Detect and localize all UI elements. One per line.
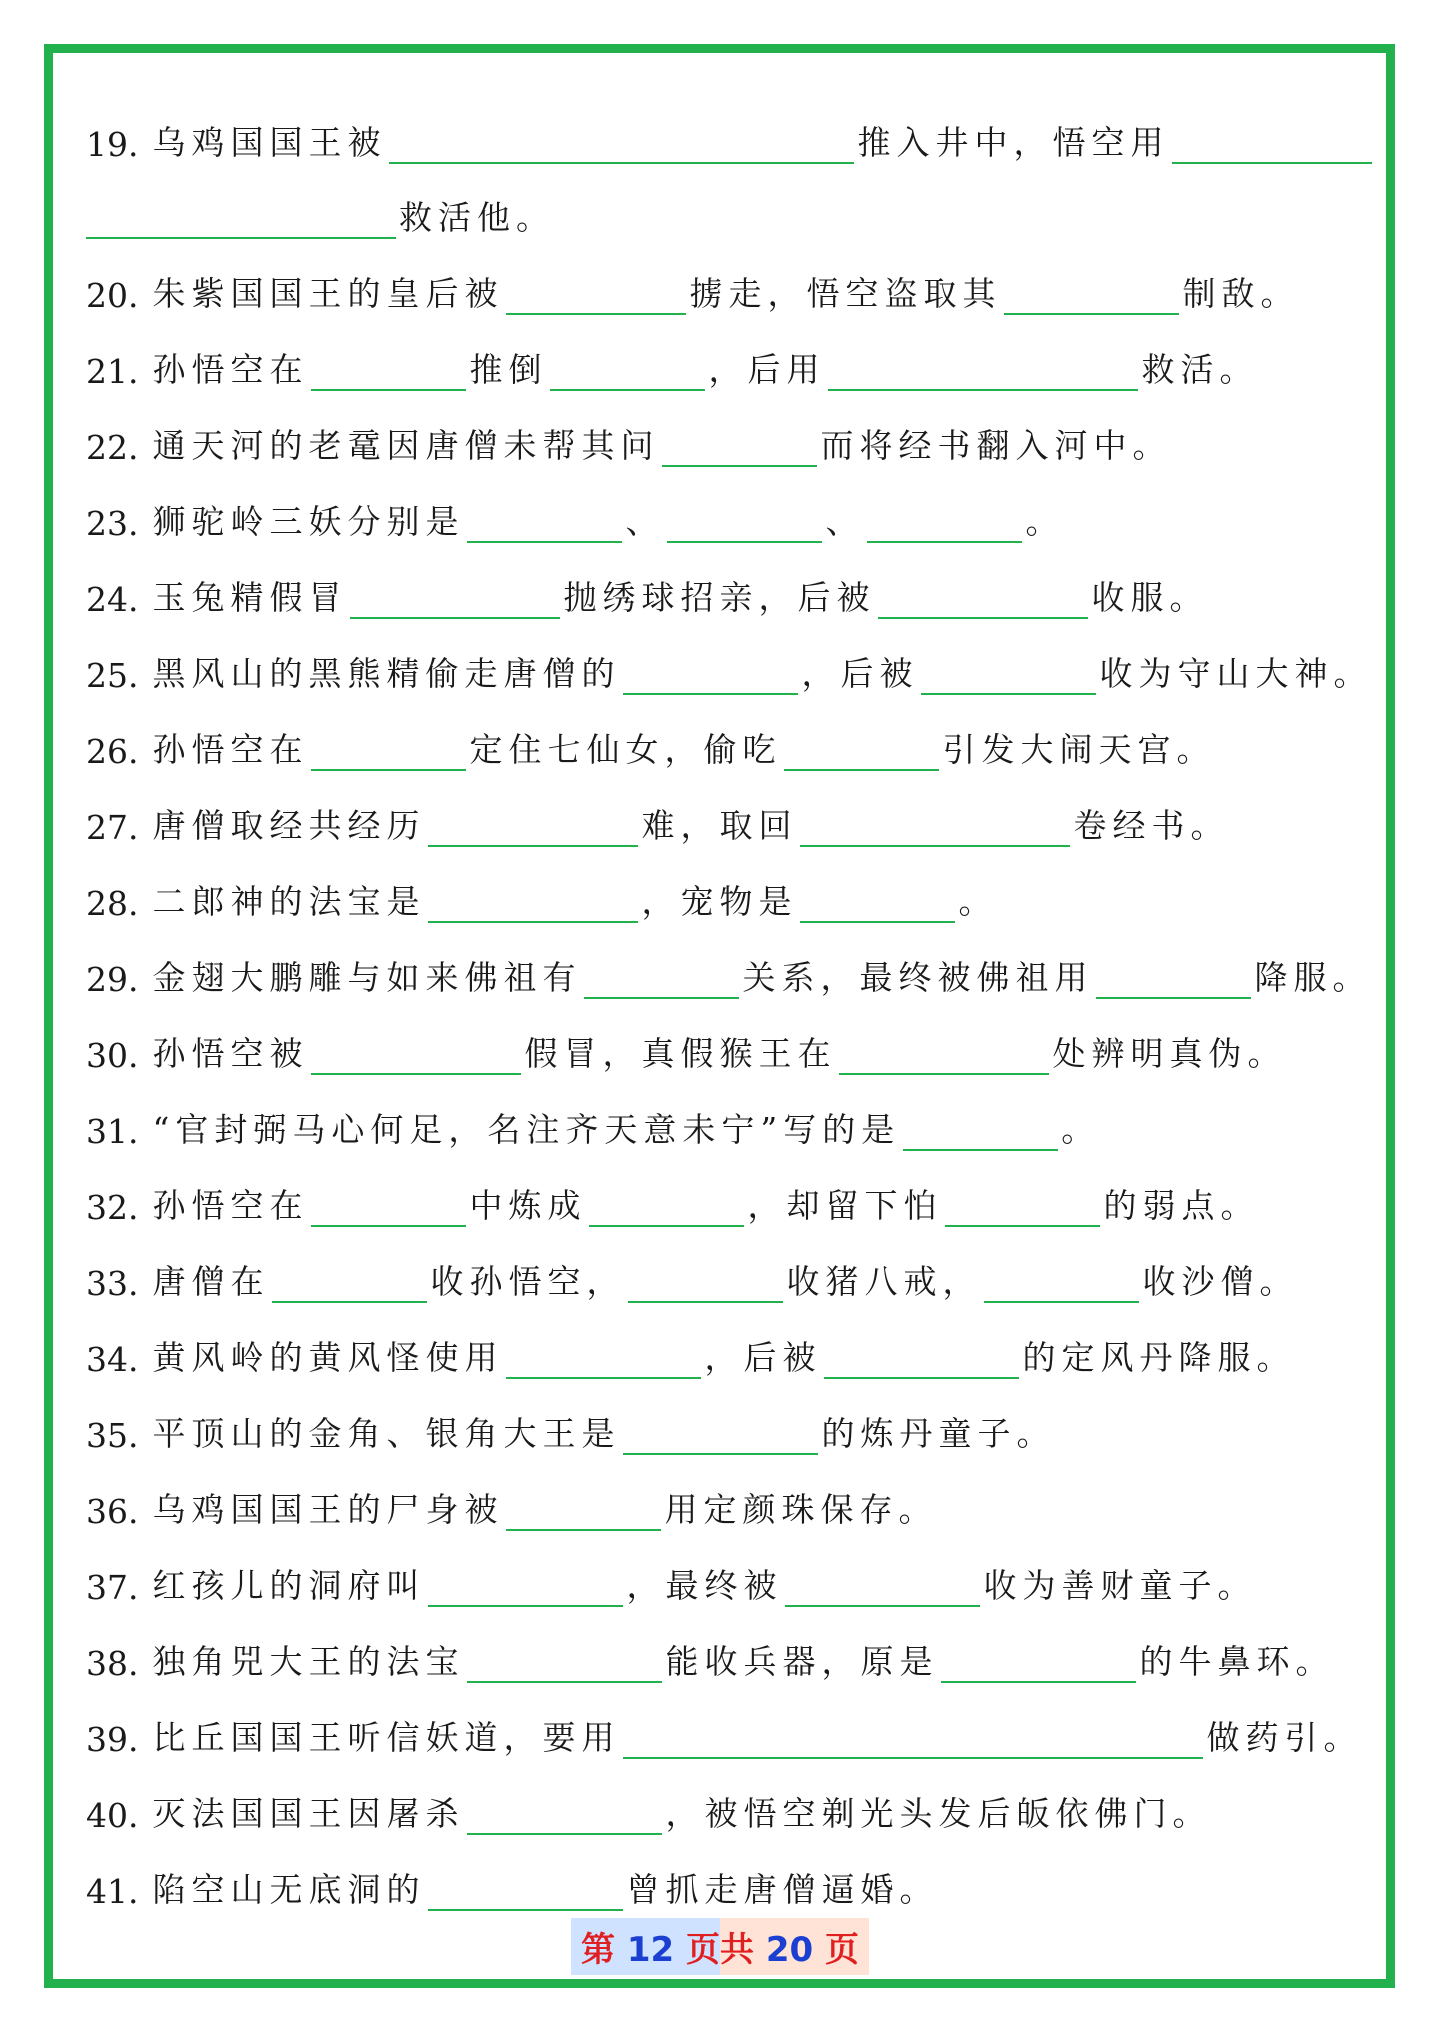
- question-number: 19.: [86, 125, 139, 164]
- question-number: 28.: [86, 884, 139, 923]
- question-text: 黄风岭的黄风怪使用: [152, 1338, 504, 1377]
- question-text: 降服。: [1254, 958, 1372, 997]
- question-text: 平顶山的金角、银角大王是: [152, 1414, 621, 1453]
- question-row: [86, 847, 997, 923]
- question-text: 的牛鼻环。: [1139, 1642, 1335, 1681]
- question-number: 31.: [86, 1112, 139, 1151]
- question-text: 假冒，真假猴王在: [524, 1034, 837, 1073]
- question-text: 关系，最终被佛祖用: [742, 958, 1094, 997]
- question-row: [86, 467, 1064, 543]
- question-text: 收猪八戒，: [786, 1262, 982, 1301]
- question-text: 红孩儿的洞府叫: [152, 1566, 426, 1605]
- question-number: 36.: [86, 1492, 139, 1531]
- question-row: [86, 1379, 1055, 1455]
- question-number: 26.: [86, 732, 139, 771]
- question-text: 定住七仙女，偷吃: [469, 730, 782, 769]
- question-number: 21.: [86, 352, 139, 391]
- question-row: [86, 1759, 1211, 1835]
- question-text: “官封弼马心何足，名注齐天意未宁”写的是: [152, 1110, 901, 1149]
- question-text: 收为守山大神。: [1099, 654, 1373, 693]
- question-text: 收为善财童子。: [983, 1566, 1257, 1605]
- question-text: 做药引。: [1206, 1718, 1363, 1757]
- question-text: 乌鸡国国王的尸身被: [152, 1490, 504, 1529]
- question-row: [86, 1683, 1362, 1759]
- question-text: 救活。: [1141, 350, 1259, 389]
- question-number: 33.: [86, 1264, 139, 1303]
- question-row-continuation: [86, 163, 555, 239]
- question-text: 金翅大鹏雕与如来佛祖有: [152, 958, 582, 997]
- question-row: [86, 1455, 937, 1531]
- question-text: ，后被: [704, 1338, 822, 1377]
- question-text: 孙悟空在: [152, 350, 309, 389]
- question-text: 。: [1025, 502, 1065, 541]
- question-number: 35.: [86, 1416, 139, 1455]
- question-number: 37.: [86, 1568, 139, 1607]
- question-text: 唐僧取经共经历: [152, 806, 426, 845]
- question-text: 收沙僧。: [1142, 1262, 1299, 1301]
- question-text: ，却留下怕: [747, 1186, 943, 1225]
- question-number: 30.: [86, 1036, 139, 1075]
- page-suffix: 页: [825, 1930, 860, 1970]
- question-text: 难，取回: [641, 806, 798, 845]
- question-number: 32.: [86, 1188, 139, 1227]
- page-total: 20: [765, 1930, 814, 1970]
- question-row: [86, 1075, 1100, 1151]
- question-text: 玉兔精假冒: [152, 578, 348, 617]
- question-row: [86, 88, 1375, 164]
- question-row: [86, 1835, 938, 1911]
- question-row: [86, 1303, 1295, 1379]
- question-text: 孙悟空在: [152, 1186, 309, 1225]
- question-text: 。: [1061, 1110, 1101, 1149]
- page-prefix: 第: [580, 1930, 615, 1970]
- question-row: [86, 315, 1258, 391]
- question-number: 20.: [86, 276, 139, 315]
- question-number: 38.: [86, 1644, 139, 1683]
- question-text: 卷经书。: [1073, 806, 1230, 845]
- question-row: [86, 695, 1215, 771]
- question-text: 曾抓走唐僧逼婚。: [626, 1870, 939, 1909]
- question-text: 、: [625, 502, 665, 541]
- question-text: 的定风丹降服。: [1022, 1338, 1296, 1377]
- question-number: 22.: [86, 428, 139, 467]
- question-text: 制敌。: [1182, 274, 1300, 313]
- question-row: [86, 239, 1299, 315]
- question-text: 处辨明真伪。: [1052, 1034, 1287, 1073]
- question-row: [86, 1531, 1256, 1607]
- question-text: 孙悟空在: [152, 730, 309, 769]
- question-text: 的弱点。: [1103, 1186, 1260, 1225]
- question-text: 唐僧在: [152, 1262, 270, 1301]
- question-text: 黑风山的黑熊精偷走唐僧的: [152, 654, 621, 693]
- question-row: [86, 771, 1229, 847]
- question-row: [86, 1151, 1259, 1227]
- question-row: [86, 999, 1286, 1075]
- page-current: 12: [626, 1930, 675, 1970]
- question-text: 孙悟空被: [152, 1034, 309, 1073]
- question-text: ，后用: [708, 350, 826, 389]
- question-text: 推入井中，悟空用: [857, 123, 1170, 162]
- question-row: [86, 1607, 1334, 1683]
- question-text: ，宠物是: [641, 882, 798, 921]
- answer-blank[interactable]: [428, 1905, 623, 1911]
- question-text: 。: [958, 882, 998, 921]
- question-text: 灭法国国王因屠杀: [152, 1794, 465, 1833]
- question-text: 救活他。: [399, 198, 555, 237]
- question-text: 陷空山无底洞的: [152, 1870, 426, 1909]
- question-number: 41.: [86, 1872, 139, 1911]
- question-number: 40.: [86, 1796, 139, 1835]
- question-number: 27.: [86, 808, 139, 847]
- question-text: 朱紫国国王的皇后被: [152, 274, 504, 313]
- question-text: 独角兕大王的法宝: [152, 1642, 465, 1681]
- question-number: 23.: [86, 504, 139, 543]
- question-text: ，后被: [801, 654, 919, 693]
- question-text: 通天河的老鼋因唐僧未帮其问: [152, 426, 660, 465]
- question-number: 24.: [86, 580, 139, 619]
- question-text: 狮驼岭三妖分别是: [152, 502, 465, 541]
- question-text: 能收兵器，原是: [665, 1642, 939, 1681]
- question-row: [86, 923, 1371, 999]
- question-number: 34.: [86, 1340, 139, 1379]
- question-text: 抛绣球招亲，后被: [563, 578, 876, 617]
- question-text: 推倒: [469, 350, 548, 389]
- page-mid: 页共: [686, 1930, 754, 1970]
- question-text: ，被悟空剃光头发后皈依佛门。: [665, 1794, 1212, 1833]
- question-number: 39.: [86, 1720, 139, 1759]
- question-number: 29.: [86, 960, 139, 999]
- question-text: 二郎神的法宝是: [152, 882, 426, 921]
- question-row: [86, 1227, 1298, 1303]
- page-indicator: [571, 1918, 869, 1975]
- question-row: [86, 619, 1372, 695]
- question-text: 用定颜珠保存。: [664, 1490, 938, 1529]
- question-row: [86, 391, 1171, 467]
- question-text: ，最终被: [626, 1566, 783, 1605]
- answer-blank[interactable]: [1172, 158, 1372, 164]
- question-text: 而将经书翻入河中。: [820, 426, 1172, 465]
- question-text: 收服。: [1091, 578, 1209, 617]
- question-text: 收孙悟空，: [430, 1262, 626, 1301]
- question-text: 引发大闹天宫。: [942, 730, 1216, 769]
- question-row: [86, 543, 1208, 619]
- question-text: 比丘国国王听信妖道，要用: [152, 1718, 621, 1757]
- question-text: 乌鸡国国王被: [152, 123, 387, 162]
- question-text: 的炼丹童子。: [821, 1414, 1056, 1453]
- question-text: 掳走，悟空盗取其: [689, 274, 1002, 313]
- question-text: 、: [825, 502, 865, 541]
- page-footer: [0, 1918, 1440, 1975]
- question-number: 25.: [86, 656, 139, 695]
- question-text: 中炼成: [469, 1186, 587, 1225]
